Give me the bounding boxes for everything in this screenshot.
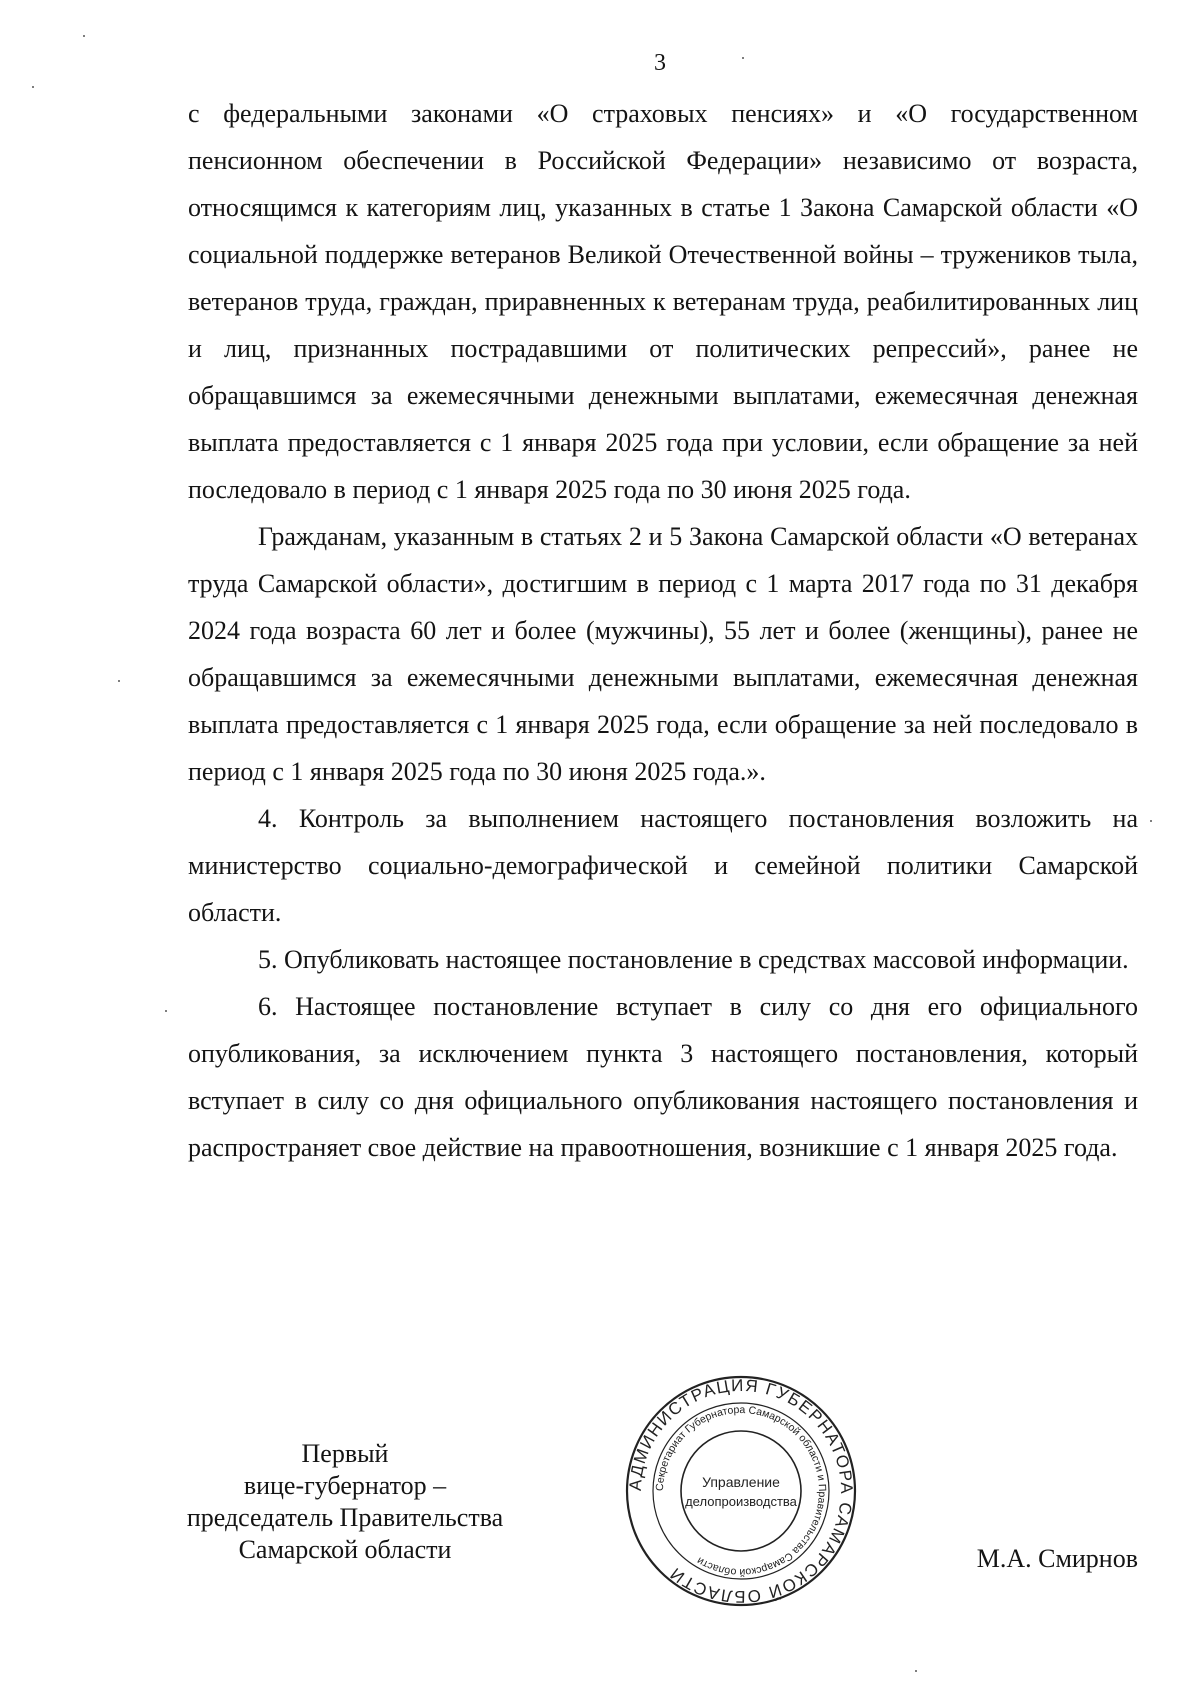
seal-middle-text: Секретариат Губернатора Самарской области и Правительства Самарской области bbox=[653, 1403, 829, 1579]
document-body bbox=[188, 90, 1138, 1171]
scan-speck bbox=[165, 1010, 167, 1012]
paragraph-item-5: 5. Опубликовать настоящее постановление в средствах массовой информации. bbox=[258, 945, 1129, 974]
signatory-position bbox=[150, 1438, 540, 1566]
paragraph-item-6: 6. Настоящее постановление вступает в силу со дня его официального опубликования, за исключением пункта 3 настоящего постановления, который вступает в силу со дня официального опубликования настоящего постановления и распространяет свое действие на правоотношения, возникшие с 1 января 2025 года. bbox=[188, 992, 1138, 1162]
seal-center-line: делопроизводства bbox=[685, 1494, 797, 1509]
position-line: Самарской области bbox=[238, 1535, 452, 1564]
scan-speck bbox=[1150, 820, 1152, 822]
scan-speck bbox=[915, 1670, 917, 1672]
signatory-name: М.А. Смирнов bbox=[976, 1544, 1138, 1573]
paragraph-item-4: 4. Контроль за выполнением настоящего постановления возложить на министерство социально-демографической и семейной политики Самарской области. bbox=[188, 804, 1138, 927]
paragraph-veterans-of-labor: Гражданам, указанным в статьях 2 и 5 Закона Самарской области «О ветеранах труда Самарской области», достигшим в период с 1 марта 2017 года по 31 декабря 2024 года возраста 60 лет и более (мужчины), 55 лет и более (женщины), ранее не обращавшимся за ежемесячными денежными выплатами, ежемесячная денежная выплата предоставляется с 1 января 2025 года, если обращение за ней последовало в период с 1 января 2025 года по 30 июня 2025 года.». bbox=[188, 522, 1138, 786]
scan-speck bbox=[742, 57, 744, 59]
scan-speck bbox=[32, 86, 34, 88]
page-number: 3 bbox=[654, 50, 666, 76]
scan-speck bbox=[83, 35, 85, 37]
svg-text:Секретариат Губернатора Самарс bbox=[654, 1404, 828, 1578]
seal-center-line: Управление bbox=[702, 1474, 780, 1490]
position-line: председатель Правительства bbox=[186, 1503, 504, 1532]
paragraph-continuation: с федеральными законами «О страховых пенсиях» и «О государственном пенсионном обеспечении в Российской Федерации» независимо от возраста, относящимся к категориям лиц, указанных в статье 1 Закона Самарской области «О социальной поддержке ветеранов Великой Отечественной войны – тружеников тыла, ветеранов труда, граждан, приравненных к ветеранам труда, реабилитированных лиц и лиц, признанных пострадавшими от политических репрессий», ранее не обращавшимся за ежемесячными денежными выплатами, ежемесячная денежная выплата предоставляется с 1 января 2025 года при условии, если обращение за ней последовало в период с 1 января 2025 года по 30 июня 2025 года. bbox=[188, 99, 1138, 504]
position-line: вице-губернатор – bbox=[243, 1471, 447, 1500]
position-line: Первый bbox=[301, 1439, 389, 1468]
official-seal bbox=[623, 1373, 859, 1609]
scan-speck bbox=[118, 680, 120, 682]
seal-outer-text: АДМИНИСТРАЦИЯ ГУБЕРНАТОРА САМАРСКОЙ ОБЛАСТИ bbox=[625, 1375, 857, 1607]
